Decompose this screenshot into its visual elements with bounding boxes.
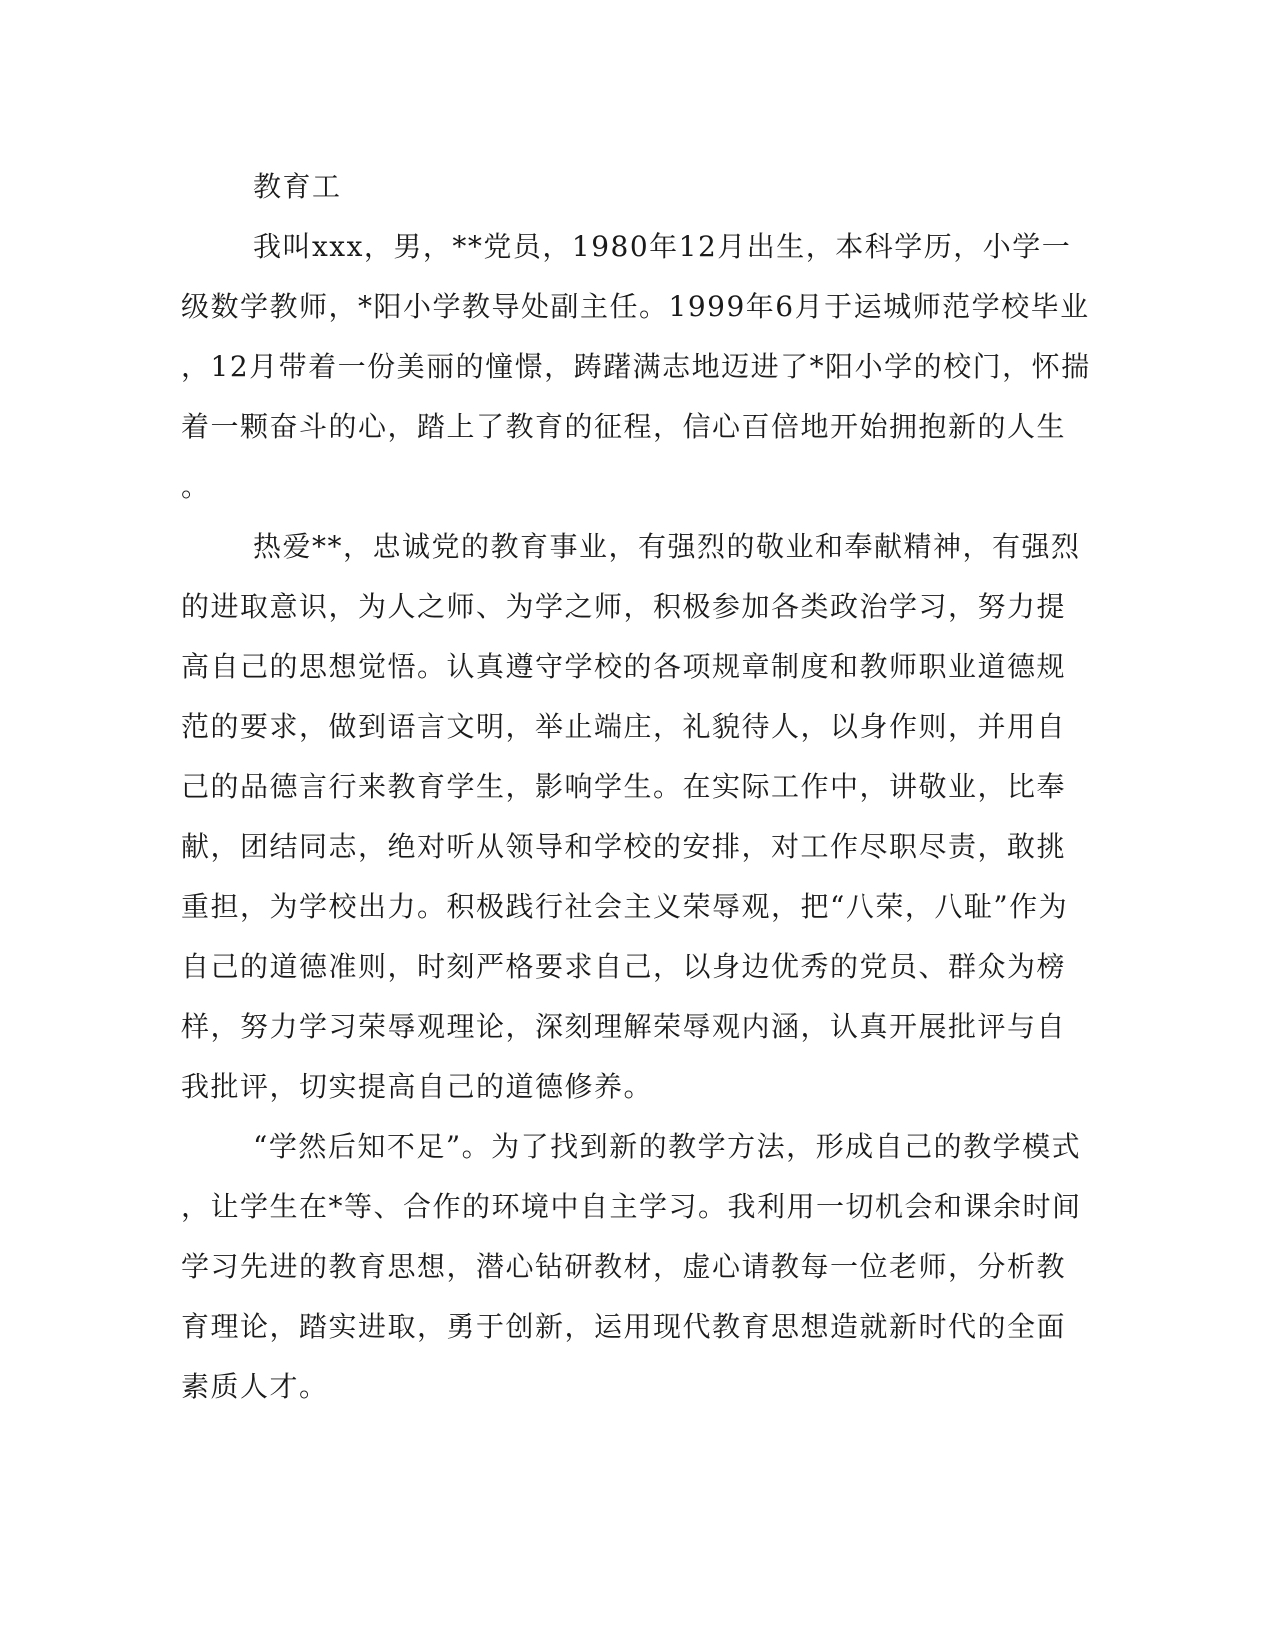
paragraph-line: 样，努力学习荣辱观理论，深刻理解荣辱观内涵，认真开展批评与自 [181, 1010, 1067, 1043]
paragraph-line: 范的要求，做到语言文明，举止端庄，礼貌待人，以身作则，并用自 [181, 710, 1067, 743]
document-heading: 教育工 [253, 170, 342, 203]
paragraph-line: 自己的道德准则，时刻严格要求自己，以身边优秀的党员、群众为榜 [181, 950, 1067, 983]
paragraph-line: 育理论，踏实进取，勇于创新，运用现代教育思想造就新时代的全面 [181, 1310, 1067, 1343]
document-body [181, 157, 1091, 1417]
paragraph-line: 我叫xxx，男，**党员，1980年12月出生，本科学历，小学一 [253, 230, 1072, 263]
paragraph-3 [181, 1117, 1082, 1417]
paragraph-line: 素质人才。 [181, 1370, 329, 1403]
paragraph-line: 献，团结同志，绝对听从领导和学校的安排，对工作尽职尽责，敢挑 [181, 830, 1067, 863]
paragraph-line: 我批评，切实提高自己的道德修养。 [181, 1070, 654, 1103]
paragraph-line: 着一颗奋斗的心，踏上了教育的征程，信心百倍地开始拥抱新的人生 [181, 410, 1067, 443]
paragraph-line: 重担，为学校出力。积极践行社会主义荣辱观，把“八荣，八耻”作为 [181, 890, 1069, 923]
paragraph-2 [181, 517, 1081, 1117]
paragraph-1 [181, 217, 1091, 517]
paragraph-line: “学然后知不足”。为了找到新的教学方法，形成自己的教学模式 [253, 1130, 1082, 1163]
paragraph-line: 。 [181, 470, 211, 503]
paragraph-line: 的进取意识，为人之师、为学之师，积极参加各类政治学习，努力提 [181, 590, 1067, 623]
paragraph-line: 热爱**，忠诚党的教育事业，有强烈的敬业和奉献精神，有强烈 [253, 530, 1081, 563]
paragraph-line: 己的品德言行来教育学生，影响学生。在实际工作中，讲敬业，比奉 [181, 770, 1067, 803]
paragraph-line: ，12月带着一份美丽的憧憬，踌躇满志地迈进了*阳小学的校门，怀揣 [181, 350, 1091, 383]
paragraph-line: ，让学生在*等、合作的环境中自主学习。我利用一切机会和课余时间 [181, 1190, 1082, 1223]
paragraph-line: 高自己的思想觉悟。认真遵守学校的各项规章制度和教师职业道德规 [181, 650, 1067, 683]
paragraph-line: 级数学教师，*阳小学教导处副主任。1999年6月于运城师范学校毕业 [181, 290, 1090, 323]
paragraph-line: 学习先进的教育思想，潜心钻研教材，虚心请教每一位老师，分析教 [181, 1250, 1067, 1283]
